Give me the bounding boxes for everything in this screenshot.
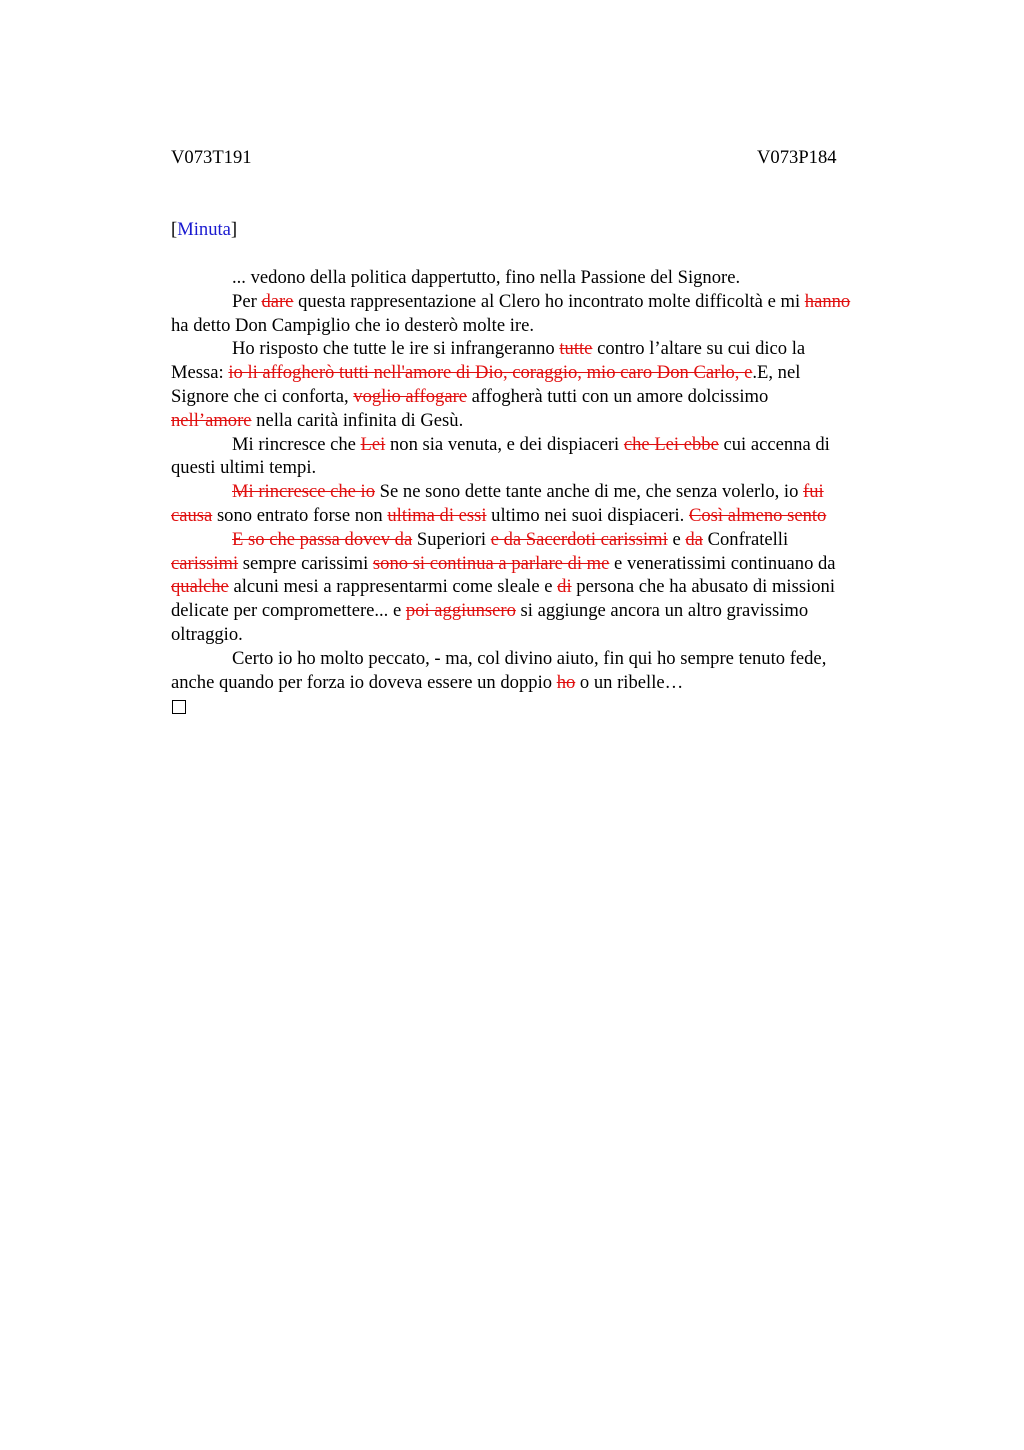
text-line (171, 504, 931, 528)
text-segment: sono entrato forse non (212, 504, 388, 526)
text-line (171, 290, 931, 314)
text-line (171, 623, 931, 647)
text-segment: Se ne sono dette tante anche di me, che senza volerlo, io (375, 481, 804, 503)
paragraph (171, 528, 931, 647)
text-segment: anche quando per forza io doveva essere un doppio (171, 671, 557, 693)
text-segment: nella carità infinita di Gesù. (251, 409, 464, 431)
deleted-text: che Lei ebbe (623, 433, 719, 455)
document-id-right: V073P184 (757, 147, 837, 168)
text-segment: Per (232, 290, 262, 312)
text-segment: contro l’altare su cui dico la (592, 338, 806, 360)
text-segment: e veneratissimi continuano da (609, 552, 836, 574)
document-id-left: V073T191 (171, 147, 252, 168)
paragraph (171, 480, 931, 528)
text-line (171, 409, 931, 433)
text-segment: affogherà tutti con un amore dolcissimo (467, 385, 769, 407)
deleted-text: voglio affogare (353, 385, 468, 407)
deleted-text: tutte (559, 338, 593, 360)
text-line (171, 385, 931, 409)
deleted-text: sono si continua a parlare di me (372, 552, 610, 574)
text-segment: cui accenna di (718, 433, 830, 455)
deleted-text: Così almeno sento (688, 504, 827, 526)
deleted-text: di (557, 576, 572, 598)
bracket-close: ] (230, 219, 238, 240)
text-segment: Mi rincresce che (232, 433, 361, 455)
letter-body (171, 266, 931, 714)
deleted-text: nell’amore (171, 409, 252, 431)
text-line (171, 266, 931, 290)
text-segment: e (667, 528, 686, 550)
minuta-label: Minuta (177, 219, 231, 240)
paragraph (171, 433, 931, 481)
text-line (171, 337, 931, 361)
deleted-text: Lei (360, 433, 386, 455)
text-line (171, 552, 931, 576)
text-segment: Superiori (412, 528, 491, 550)
text-line (171, 528, 931, 552)
text-segment: persona che ha abusato di missioni (571, 576, 835, 598)
deleted-text: e da Sacerdoti carissimi (490, 528, 668, 550)
text-segment: ultimo nei suoi dispiaceri. (486, 504, 689, 526)
text-segment: sempre carissimi (238, 552, 373, 574)
deleted-text: ho (556, 671, 576, 693)
text-line (171, 361, 931, 385)
text-line (171, 480, 931, 504)
deleted-text: carissimi (171, 552, 239, 574)
deleted-text: causa (171, 504, 213, 526)
text-line (171, 647, 931, 671)
section-label (171, 219, 237, 241)
deleted-text: fui (803, 481, 824, 503)
text-line (171, 671, 931, 695)
paragraph (171, 337, 931, 432)
deleted-text: qualche (171, 576, 229, 598)
text-line (171, 314, 931, 338)
text-segment: Confratelli (702, 528, 789, 550)
text-segment: questa rappresentazione al Clero ho incontrato molte difficoltà e mi (293, 290, 805, 312)
text-segment: Messa: (171, 362, 229, 384)
text-segment: alcuni mesi a rappresentarmi come sleale e (228, 576, 558, 598)
deleted-text: io li affogherò tutti nell'amore di Dio, coraggio, mio caro Don Carlo, e (228, 362, 753, 384)
text-line (171, 456, 931, 480)
text-segment: Ho risposto che tutte le ire si infrangeranno (232, 338, 560, 360)
text-segment: oltraggio. (171, 623, 243, 645)
text-segment: questi ultimi tempi. (171, 457, 317, 479)
deleted-text: dare (261, 290, 294, 312)
text-segment: ha detto Don Campiglio che io desterò molte ire. (171, 314, 535, 336)
text-segment: .E, nel (752, 362, 801, 384)
paragraph (171, 290, 931, 338)
text-segment: Certo io ho molto peccato, - ma, col divino aiuto, fin qui ho sempre tenuto fede, (232, 647, 827, 669)
text-segment: non sia venuta, e dei dispiaceri (385, 433, 624, 455)
deleted-text: da (685, 528, 703, 550)
text-line (171, 575, 931, 599)
paragraph (171, 647, 931, 695)
deleted-text: Mi rincresce che io (232, 481, 376, 503)
text-segment: o un ribelle… (575, 671, 684, 693)
text-segment: Signore che ci conforta, (171, 385, 354, 407)
deleted-text: ultima di essi (387, 504, 487, 526)
text-segment: ... vedono della politica dappertutto, fino nella Passione del Signore. (232, 267, 741, 288)
deleted-text: poi aggiunsero (405, 600, 516, 622)
paragraph (171, 266, 931, 290)
deleted-text: E so che passa dovev da (232, 528, 413, 550)
text-line (171, 599, 931, 623)
deleted-text: hanno (804, 290, 851, 312)
text-segment: si aggiunge ancora un altro gravissimo (515, 600, 809, 622)
text-line (171, 433, 931, 457)
end-of-text-box (172, 700, 186, 714)
text-segment: delicate per compromettere... e (171, 600, 406, 622)
bracket-open: [ (171, 219, 178, 240)
